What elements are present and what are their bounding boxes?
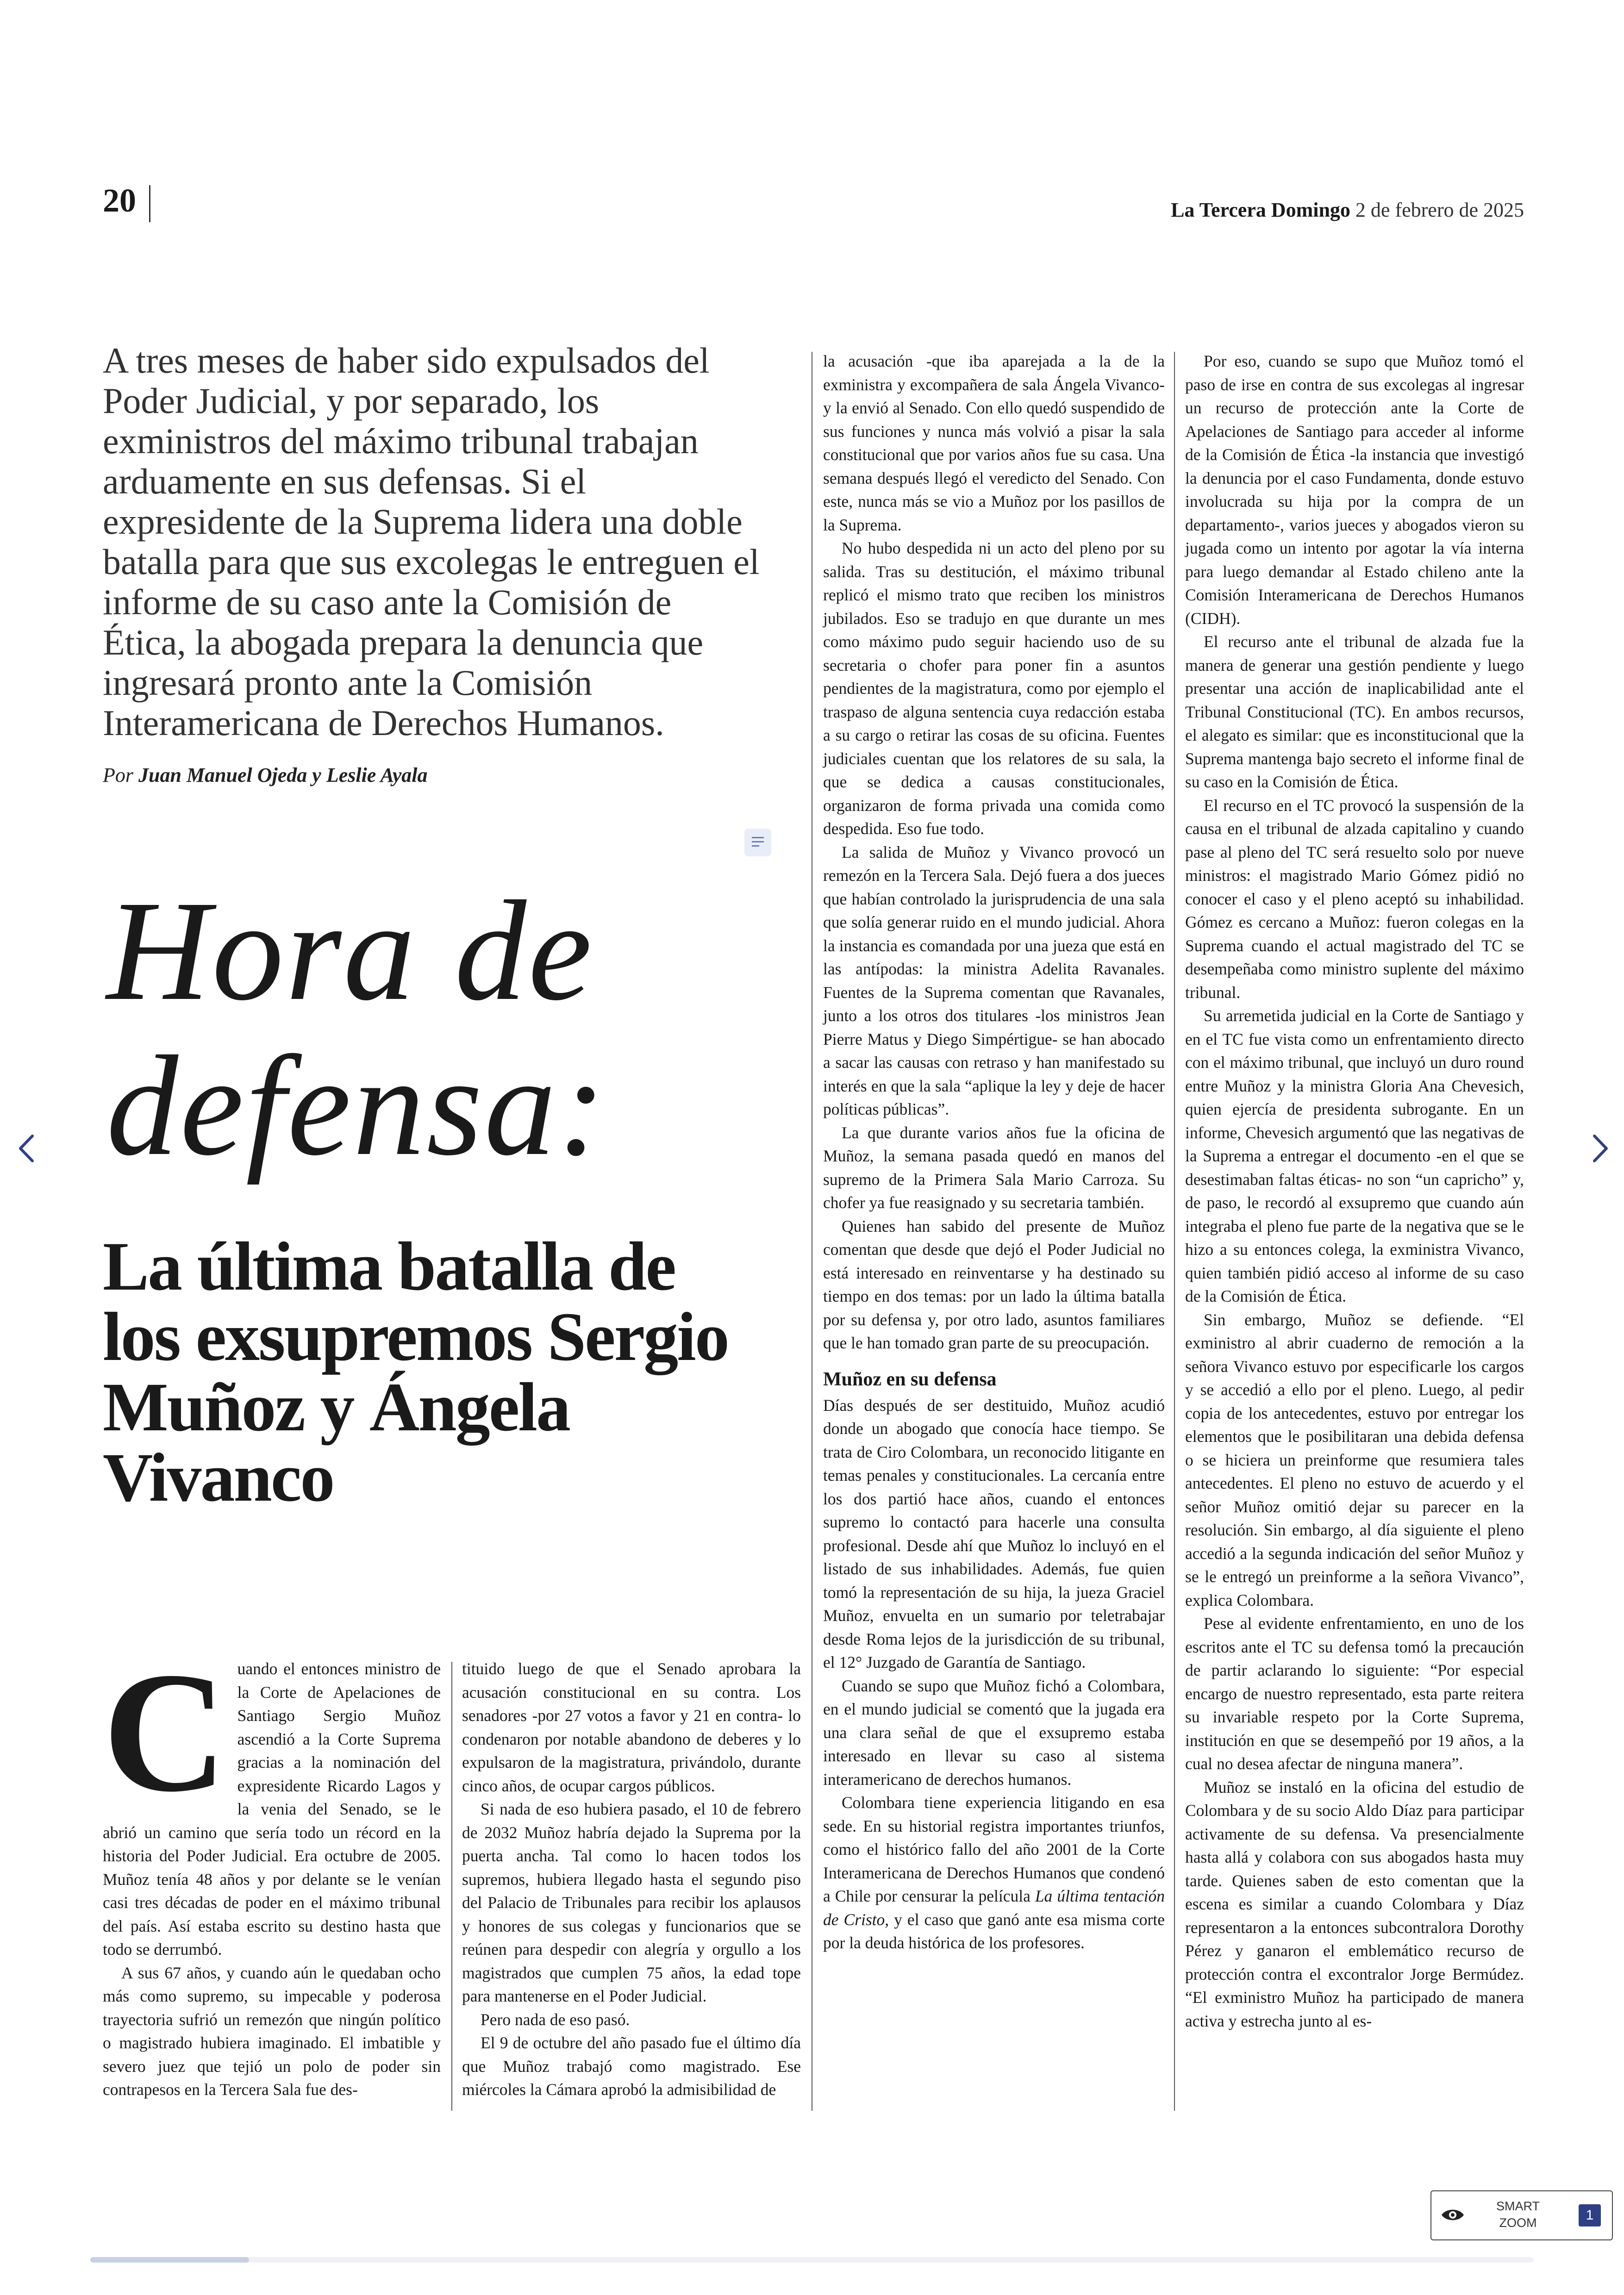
section-heading: Muñoz en su defensa: [823, 1368, 997, 1390]
article-column-1: [103, 1637, 441, 2102]
paragraph-text: , y el caso que ganó ante esa misma corte por la deuda histórica de los profesores.: [823, 1910, 1165, 1952]
smart-zoom-label: SMART ZOOM: [1496, 2199, 1540, 2230]
article-title-line-1: Hora de: [106, 872, 594, 1030]
paragraph: El 9 de octubre del año pasado fue el último día que Muñoz trabajó como magistrado. Ese miércoles la Cámara aprobó la admisibilidad de: [462, 2033, 801, 2099]
paragraph: No hubo despedida ni un acto del pleno por su salida. Tras su destitución, el máximo tribunal replicó el mismo trato que reciben los ministros jubilados. Eso se tradujo en que durante un mes como máximo pudo seguir haciendo uso de su secretaria o chofer para poner fin a asuntos pendientes de la magistratura, como por ejemplo el traspaso de alguna sentencia cuya redacción estaba a su cargo o retirar las cosas de su oficina. Fuentes judiciales cuentan que los relatores de su sala, la que se dedica a causas constitucionales, organizaron de forma privada una comida como despedida. Eso fue todo.: [823, 539, 1165, 838]
publication-name: La Tercera Domingo: [1171, 199, 1350, 221]
chevron-left-icon: [6, 1128, 48, 1169]
paragraph: El recurso en el TC provocó la suspensión de la causa en el tribunal de alzada capitalino y cuando pase al pleno del TC será resuelto solo por nueve ministros: el magistrado Mario Gómez pidió no conocer el caso y el pleno aceptó su inhabilidad. Gómez es cercano a Muñoz: fueron colegas en la Suprema cuando el actual magistrado del TC se desempeñaba como ministro suplente del máximo tribunal.: [1185, 796, 1524, 1002]
column-rule: [451, 1662, 452, 2111]
paragraph: Por eso, cuando se supo que Muñoz tomó el paso de irse en contra de sus excolegas al ingresar un recurso de protección ante la Corte de Apelaciones de Santiago para acceder al informe de la Comisión de Ética -la instancia que investigó la denuncia por el caso Fundamenta, donde estuvo involucrada su hija por la compra de un departamento-, varios jueces y abogados vieron su jugada como un intento por agotar la vía interna para luego demandar al Estado chileno ante la Comisión Interamericana de Derechos Humanos (CIDH).: [1185, 352, 1524, 628]
paragraph: Quienes han sabido del presente de Muñoz comentan que desde que dejó el Poder Judicial no está interesado en reinventarse y ha destinado su tiempo en dos temas: por un lado la última batalla por su defensa y, por otro lado, asuntos familiares que le han tomado gran parte de su preocupación.: [823, 1216, 1165, 1352]
article-column-4: [1185, 349, 1524, 2033]
paragraph: Muñoz se instaló en la oficina del estudio de Colombara y de su socio Aldo Díaz para participar activamente de su defensa. Va presencialmente hasta allá y colabora con sus abogados hasta muy tarde. Quienes saben de esto comentan que la escena es similar a cuando Colombara y Díaz representaron a la entonces subcontralora Dorothy Pérez y ganaron el emblemático recurso de protección contra el excontralor Jorge Bermúdez. “El exministro Muñoz ha participado de manera activa y estrecha junto al es-: [1185, 1777, 1524, 2030]
paragraph: la acusación -que iba aparejada a la de la exministra y excompañera de sala Ángela Vivanco- y la envió al Senado. Con ello quedó suspendido de sus funciones y nunca más volvió a pisar la sala constitucional que por varios años fue su casa. Una semana después llegó el veredicto del Senado. Con este, nunca más se vio a Muñoz por los pasillos de la Suprema.: [823, 352, 1165, 534]
paragraph: Pese al evidente enfrentamiento, en uno de los escritos ante el TC su defensa tomó la precaución de partir aclarando lo siguiente: “Por especial encargo de nuestro representado, esta parte reitera su invariable respeto por la Corte Suprema, institución en que se desempeñó por 19 años, a la cual no desea afectar de ninguna manera”.: [1185, 1614, 1524, 1773]
paragraph: [823, 1791, 1165, 1955]
paragraph: A sus 67 años, y cuando aún le quedaban ocho más como supremo, su impecable y poderosa trayectoria sufrió un remezón que ningún político o magistrado hubiera imaginado. El imbatible y severo juez que tejió un polo de poder sin contrapesos en la Tercera Sala fue des-: [103, 1963, 441, 2099]
masthead: [1171, 196, 1524, 224]
page-number-divider: [149, 185, 150, 222]
byline: [103, 761, 428, 789]
article-column-2: [462, 1657, 801, 2102]
article-column-3: [823, 349, 1165, 1955]
paragraph: La que durante varios años fue la oficina de Muñoz, la semana pasada quedó en manos del supremo de la Primera Sala Mario Carroza. Su chofer ya fue reasignado y su secretaria también.: [823, 1123, 1165, 1212]
page-number: 20: [103, 182, 136, 219]
drop-cap: C: [103, 1637, 227, 1827]
paragraph: Sin embargo, Muñoz se defiende. “El exministro al abrir cuaderno de remoción a la señora Vivanco estuvo por especificarle los cargos y se accedió a ello por el pleno. Luego, al pedir copia de los antecedentes, estuvo por entregar los elementos que le posibilitaran una debida defensa o se hiciera un preinforme que resumiera tales antecedentes. El pleno no estuvo de acuerdo y el señor Muñoz omitió dejar su parecer en la resolución. Sin embargo, al día siguiente el pleno accedió a la segunda indicación del señor Muñoz y se le entregó un preinforme a la señora Vivanco”, explica Colombara.: [1185, 1310, 1524, 1609]
paragraph: Pero nada de eso pasó.: [481, 2010, 630, 2029]
publication-date: 2 de febrero de 2025: [1355, 199, 1524, 221]
film-title: La última tentación de Cristo: [823, 1887, 1165, 1929]
column-rule: [1174, 352, 1175, 2111]
chevron-right-icon: [1579, 1128, 1620, 1169]
reading-progress-fill: [90, 2257, 249, 2263]
paragraph: Si nada de eso hubiera pasado, el 10 de febrero de 2032 Muñoz habría dejado la Suprema por la puerta ancha. Tal como lo hacen todos los supremos, hubiera llegado hasta el segundo piso del Palacio de Tribunales para recibir los aplausos y honores de sus colegas y funcionarios que se reúnen para despedir con alegría y orgullo a los magistrados que cumplen 75 años, la edad tope para mantenerse en el Poder Judicial.: [462, 1800, 801, 2005]
paragraph-text: Colombara tiene experiencia litigando en esa sede. En su historial registra importantes triunfos, como el histórico fallo del año 2001 de la Corte Interamericana de Derechos Humanos que condenó a Chile por censurar la película: [823, 1793, 1165, 1905]
paragraph: uando el entonces ministro de la Corte de Apelaciones de Santiago Sergio Muñoz ascendió a la Corte Suprema gracias a la nominación del expresidente Ricardo Lagos y la venia del Senado, se le abrió un camino que sería todo un récord en la historia del Poder Judicial. Era octubre de 2005. Muñoz tenía 48 años y por delante se le venían casi tres décadas de poder en el máximo tribunal del país. Así estaba escrito su destino hasta que todo se derrumbó.: [103, 1659, 441, 1958]
byline-prefix: Por: [103, 764, 133, 786]
eye-icon: [1439, 2203, 1467, 2226]
paragraph: Su arremetida judicial en la Corte de Santiago y en el TC fue vista como un enfrentamiento directo con el máximo tribunal, que incluyó un duro round entre Muñoz y la ministra Gloria Ana Chevesich, quien ejercía de presidenta subrogante. En un informe, Chevesich argumentó que las negativas de la Suprema a entregar el documento -en el que se desestimaban faltas éticas- no son “un capricho” y, de paso, le recordó al exsupremo que cuando aún integraba el pleno fue parte de la negativa que se le hizo a su entonces colega, la exministra Vivanco, quien también pidió acceso al informe de su caso de la Comisión de Ética.: [1185, 1006, 1524, 1305]
paragraph: El recurso ante el tribunal de alzada fue la manera de generar una gestión pendiente y luego presentar una acción de inaplicabilidad ante el Tribunal Constitucional (TC). En ambos recursos, el alegato es similar: que es inconstitucional que la Suprema mantenga bajo secreto el informe final de su caso en la Comisión de Ética.: [1185, 632, 1524, 791]
paragraph: tituido luego de que el Senado aprobara la acusación constitucional en su contra. Los senadores -por 27 votos a favor y 21 en contra- lo condenaron por notable abandono de deberes y lo expulsaron de la magistratura, privándolo, durante cinco años, de ocupar cargos públicos.: [462, 1659, 801, 1795]
paragraph: Días después de ser destituido, Muñoz acudió donde un abogado que conocía hace tiempo. Se trata de Ciro Colombara, un reconocido litigante en temas penales y constitucionales. La cercanía entre los dos partió hace años, cuando el entonces supremo lo contactó para hacerle una consulta profesional. Desde ahí que Muñoz lo incluyó en el listado de sus inhabilidades. Además, fue quien tomó la representación de su hija, la jueza Graciel Muñoz, envuelta en un sumario por teletrabajar desde Roma lejos de la jurisdicción de su tribunal, el 12° Juzgado de Garantía de Santiago.: [823, 1396, 1165, 1671]
article-deck: A tres meses de haber sido expulsados del Poder Judicial, y por separado, los exministros del máximo tribunal trabajan arduamente en sus defensas. Si el expresidente de la Suprema lidera una doble batalla para que sus excolegas le entreguen el informe de su caso ante la Comisión de Ética, la abogada prepara la denuncia que ingresará pronto ante la Comisión Interamericana de Derechos Humanos.: [103, 340, 760, 743]
article-title-line-2: defensa:: [106, 1027, 608, 1185]
reading-progress-bar[interactable]: [90, 2257, 1534, 2263]
annotation-note-icon[interactable]: [744, 829, 771, 856]
previous-page-button[interactable]: [6, 1128, 48, 1169]
byline-authors: Juan Manuel Ojeda y Leslie Ayala: [138, 764, 428, 786]
page-count-badge: 1: [1579, 2204, 1601, 2226]
article-subtitle: La última batalla de los exsupremos Sergio Muñoz y Ángela Vivanco: [103, 1228, 728, 1516]
smart-zoom-button[interactable]: [1430, 2190, 1613, 2240]
paragraph: Cuando se supo que Muñoz fichó a Colombara, en el mundo judicial se comentó que la jugada era una clara señal de que el exsupremo estaba interesado en llevar su caso al sistema interamericano de derechos humanos.: [823, 1676, 1165, 1789]
next-page-button[interactable]: [1579, 1128, 1620, 1169]
paragraph: La salida de Muñoz y Vivanco provocó un remezón en la Tercera Sala. Dejó fuera a dos jueces que habían controlado la jurisprudencia de una sala que solía generar ruido en el mundo judicial. Ahora la instancia es comandada por una jueza que está en las antípodas: la ministra Adelita Ravanales. Fuentes de la Suprema comentan que Ravanales, junto a los otros dos titulares -los ministros Jean Pierre Matus y Diego Simpértigue- se han abocado a sacar las causas con retraso y han manifestado su interés en que la sala “aplique la ley y deje de hacer políticas públicas”.: [823, 842, 1165, 1118]
